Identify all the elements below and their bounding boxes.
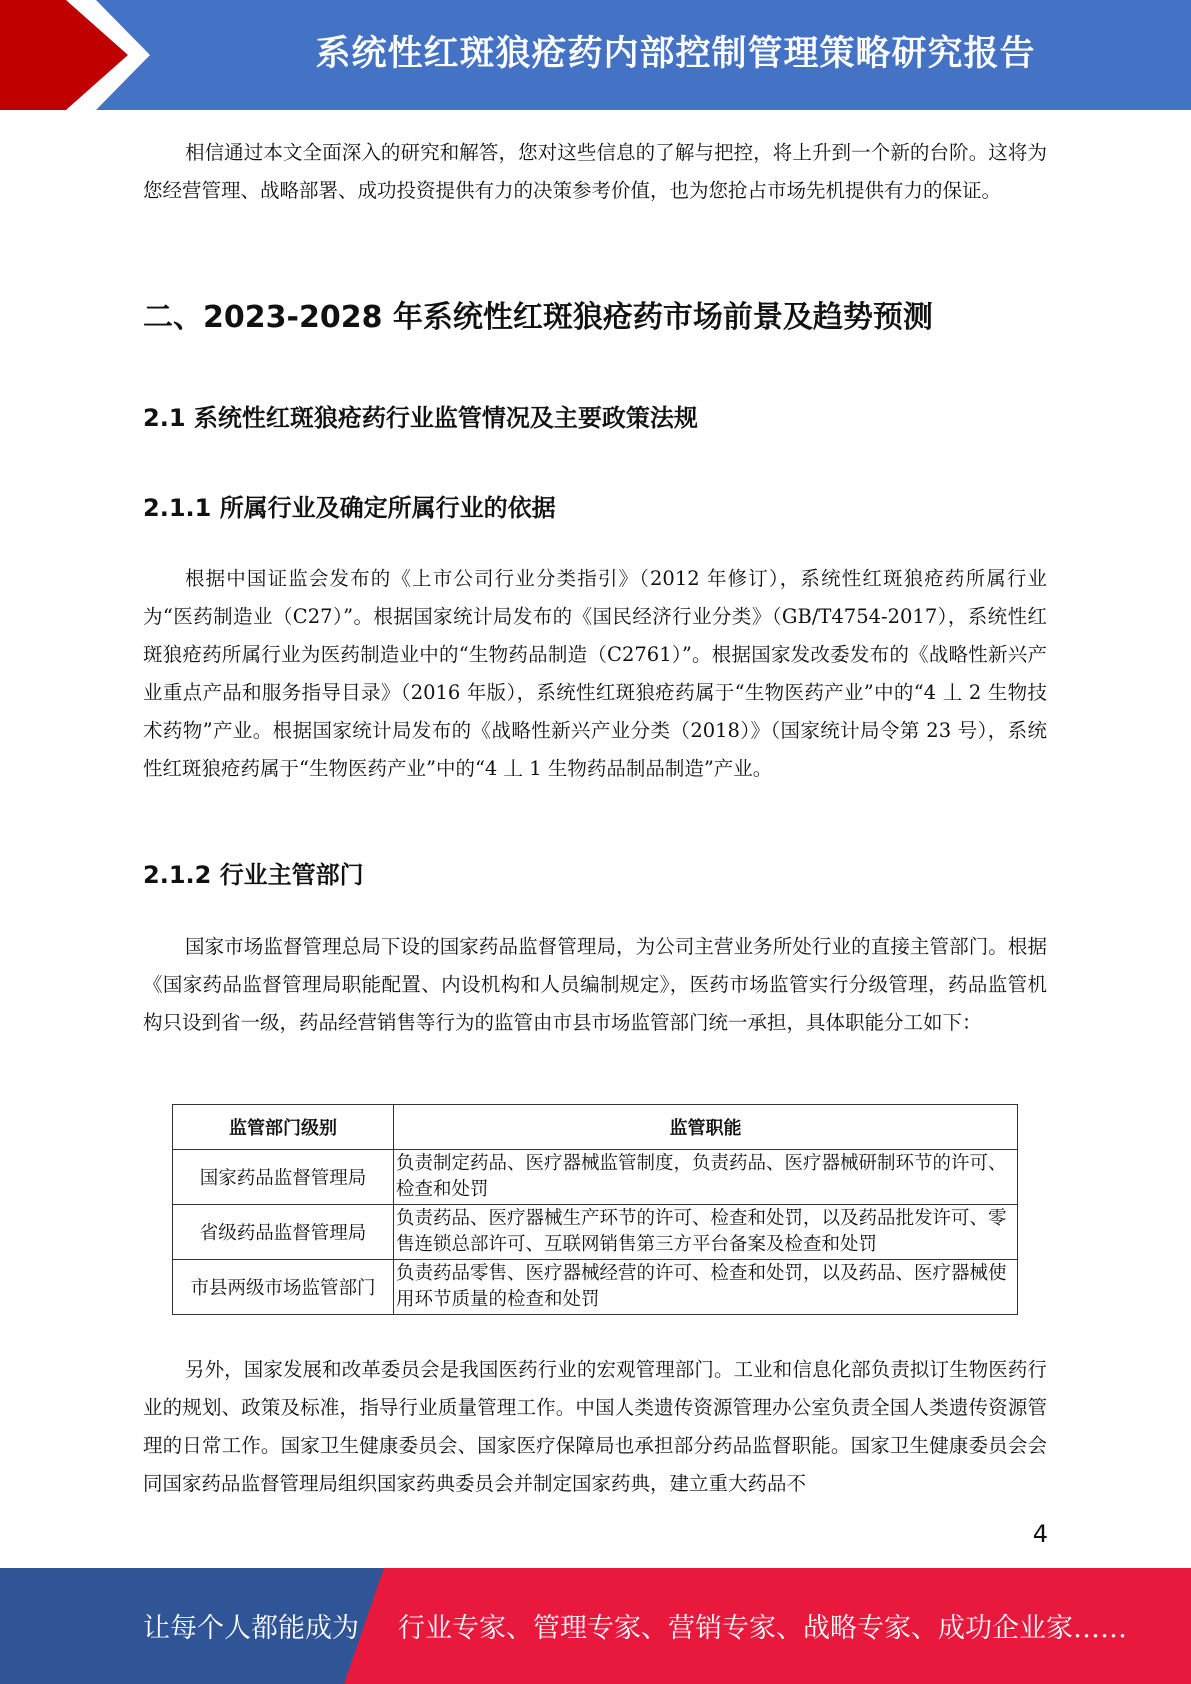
section-2-1-2-heading: 2.1.2 行业主管部门 [143, 861, 364, 889]
closing-section [143, 1351, 1047, 1503]
table-cell-level: 省级药品监督管理局 [173, 1205, 394, 1260]
footer-slogan-left: 让每个人都能成为 [143, 1613, 359, 1644]
table-cell-duty: 负责制定药品、医疗器械监管制度，负责药品、医疗器械研制环节的许可、检查和处罚 [394, 1150, 1018, 1205]
table-row [173, 1205, 1018, 1260]
footer-banner [0, 1568, 1191, 1684]
footer-slogan-right: 行业专家、管理专家、营销专家、战略专家、成功企业家…… [398, 1613, 1127, 1644]
section-2-1-1-paragraph: 根据中国证监会发布的《上市公司行业分类指引》（2012 年修订），系统性红斑狼疮药所属行业为“医药制造业（C27）”。根据国家统计局发布的《国民经济行业分类》（GB/T4754-2017），系统性红斑狼疮药所属行业为医药制造业中的“生物药品制造（C2761）”。根据国家发改委发布的《战略性新兴产业重点产品和服务指导目录》（2016 年版），系统性红斑狼疮药属于“生物医药产业”中的“4 丄 2 生物技术药物”产业。根据国家统计局发布的《战略性新兴产业分类（2018）》（国家统计局令第 23 号），系统性红斑狼疮药属于“生物医药产业”中的“4 丄 1 生物药品制品制造”产业。 [143, 567, 1047, 780]
intro-section [143, 134, 1047, 210]
page-number: 4 [1032, 1520, 1048, 1548]
regulatory-duties-table [172, 1104, 1018, 1315]
table-cell-duty: 负责药品、医疗器械生产环节的许可、检查和处罚，以及药品批发许可、零售连锁总部许可、互联网销售第三方平台备案及检查和处罚 [394, 1205, 1018, 1260]
table-header-duty: 监管职能 [394, 1105, 1018, 1150]
intro-paragraph: 相信通过本文全面深入的研究和解答，您对这些信息的了解与把控，将上升到一个新的台阶。这将为您经营管理、战略部署、成功投资提供有力的决策参考价值，也为您抢占市场先机提供有力的保证。 [143, 141, 1047, 202]
section-2-1-1-heading: 2.1.1 所属行业及确定所属行业的依据 [143, 494, 556, 522]
closing-paragraph: 另外，国家发展和改革委员会是我国医药行业的宏观管理部门。工业和信息化部负责拟订生物医药行业的规划、政策及标准，指导行业质量管理工作。中国人类遗传资源管理办公室负责全国人类遗传资源管理的日常工作。国家卫生健康委员会、国家医疗保障局也承担部分药品监督职能。国家卫生健康委员会会同国家药品监督管理局组织国家药典委员会并制定国家药典，建立重大药品不 [143, 1358, 1047, 1495]
header-banner [0, 0, 1191, 110]
report-title: 系统性红斑狼疮药内部控制管理策略研究报告 [315, 34, 1036, 74]
table-cell-level: 国家药品监督管理局 [173, 1150, 394, 1205]
table-header-row [173, 1105, 1018, 1150]
table-row [173, 1260, 1018, 1315]
section-2-1-1-body [143, 560, 1047, 788]
section-2-heading: 二、2023-2028 年系统性红斑狼疮药市场前景及趋势预测 [143, 300, 933, 335]
section-2-1-heading: 2.1 系统性红斑狼疮药行业监管情况及主要政策法规 [143, 404, 698, 432]
section-2-1-2-paragraph: 国家市场监督管理总局下设的国家药品监督管理局，为公司主营业务所处行业的直接主管部门。根据《国家药品监督管理局职能配置、内设机构和人员编制规定》，医药市场监管实行分级管理，药品监管机构只设到省一级，药品经营销售等行为的监管由市县市场监管部门统一承担，具体职能分工如下： [143, 935, 1047, 1034]
table-header-level: 监管部门级别 [173, 1105, 394, 1150]
section-2-1-2-body [143, 928, 1047, 1042]
table-cell-level: 市县两级市场监管部门 [173, 1260, 394, 1315]
table-row [173, 1150, 1018, 1205]
table-cell-duty: 负责药品零售、医疗器械经营的许可、检查和处罚，以及药品、医疗器械使用环节质量的检查和处罚 [394, 1260, 1018, 1315]
